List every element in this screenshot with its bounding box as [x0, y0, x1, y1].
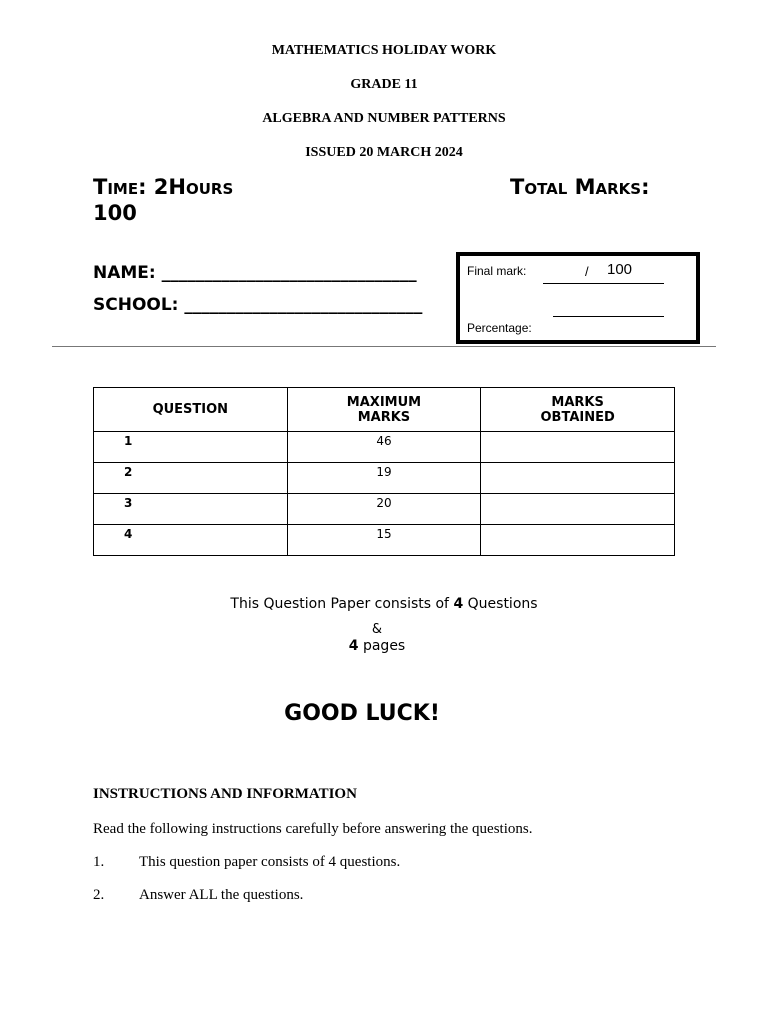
paper-consists-line [0, 596, 768, 612]
name-field-label: NAME: ______________________________ [93, 263, 417, 283]
header-marks-obtained [481, 388, 675, 432]
consists-pre: This Question Paper consists of [230, 596, 454, 612]
good-luck-heading: GOOD LUCK! [284, 701, 440, 726]
instructions-heading: INSTRUCTIONS AND INFORMATION [93, 786, 357, 802]
doc-issue-date: ISSUED 20 MARCH 2024 [305, 145, 463, 160]
instruction-text: This question paper consists of 4 questions. [139, 854, 401, 870]
max-marks: 46 [287, 432, 481, 463]
consists-post: Questions [463, 596, 538, 612]
marks-obtained-cell[interactable] [481, 494, 675, 525]
doc-subject-title: MATHEMATICS HOLIDAY WORK [271, 43, 497, 58]
school-field-label: SCHOOL: ____________________________ [93, 295, 423, 315]
percentage-underline [553, 316, 664, 317]
header-maximum-marks [287, 388, 481, 432]
total-marks-label: Total Marks: [510, 175, 650, 199]
consists-question-count: 4 [453, 596, 464, 612]
final-mark-slash: / [585, 264, 589, 279]
marks-table [93, 387, 675, 556]
question-number: 4 [94, 525, 288, 556]
instruction-number: 1. [93, 854, 105, 870]
instruction-text: Answer ALL the questions. [139, 887, 304, 903]
max-marks: 20 [287, 494, 481, 525]
marks-obtained-cell[interactable] [481, 463, 675, 494]
percentage-label: Percentage: [467, 321, 532, 335]
max-marks: 15 [287, 525, 481, 556]
doc-grade: GRADE 11 [350, 77, 418, 92]
final-mark-label: Final mark: [467, 264, 527, 278]
marks-obtained-cell[interactable] [481, 525, 675, 556]
marks-obtained-cell[interactable] [481, 432, 675, 463]
max-marks: 19 [287, 463, 481, 494]
divider [52, 346, 716, 347]
table-row [94, 432, 675, 463]
time-label: Time: 2Hours [93, 175, 234, 199]
question-number: 2 [94, 463, 288, 494]
doc-topic: ALGEBRA AND NUMBER PATTERNS [262, 111, 506, 126]
header-maximum-marks-text: MAXIMUM MARKS [346, 394, 422, 425]
paper-pages-line [0, 638, 754, 654]
table-row [94, 463, 675, 494]
final-mark-underline [543, 283, 664, 284]
final-mark-box [456, 252, 700, 344]
header-marks-obtained-text: MARKS OBTAINED [540, 394, 615, 425]
table-header-row [94, 388, 675, 432]
consists-ampersand: & [371, 622, 383, 637]
final-mark-out-of: 100 [607, 261, 633, 278]
total-marks-value: 100 [93, 201, 137, 225]
consists-pages-word: pages [358, 638, 406, 654]
consists-page-count: 4 [348, 638, 359, 654]
question-number: 1 [94, 432, 288, 463]
instructions-intro: Read the following instructions carefully before answering the questions. [93, 821, 533, 837]
question-number: 3 [94, 494, 288, 525]
table-row [94, 525, 675, 556]
table-row [94, 494, 675, 525]
instruction-number: 2. [93, 887, 105, 903]
header-question: QUESTION [94, 388, 288, 432]
